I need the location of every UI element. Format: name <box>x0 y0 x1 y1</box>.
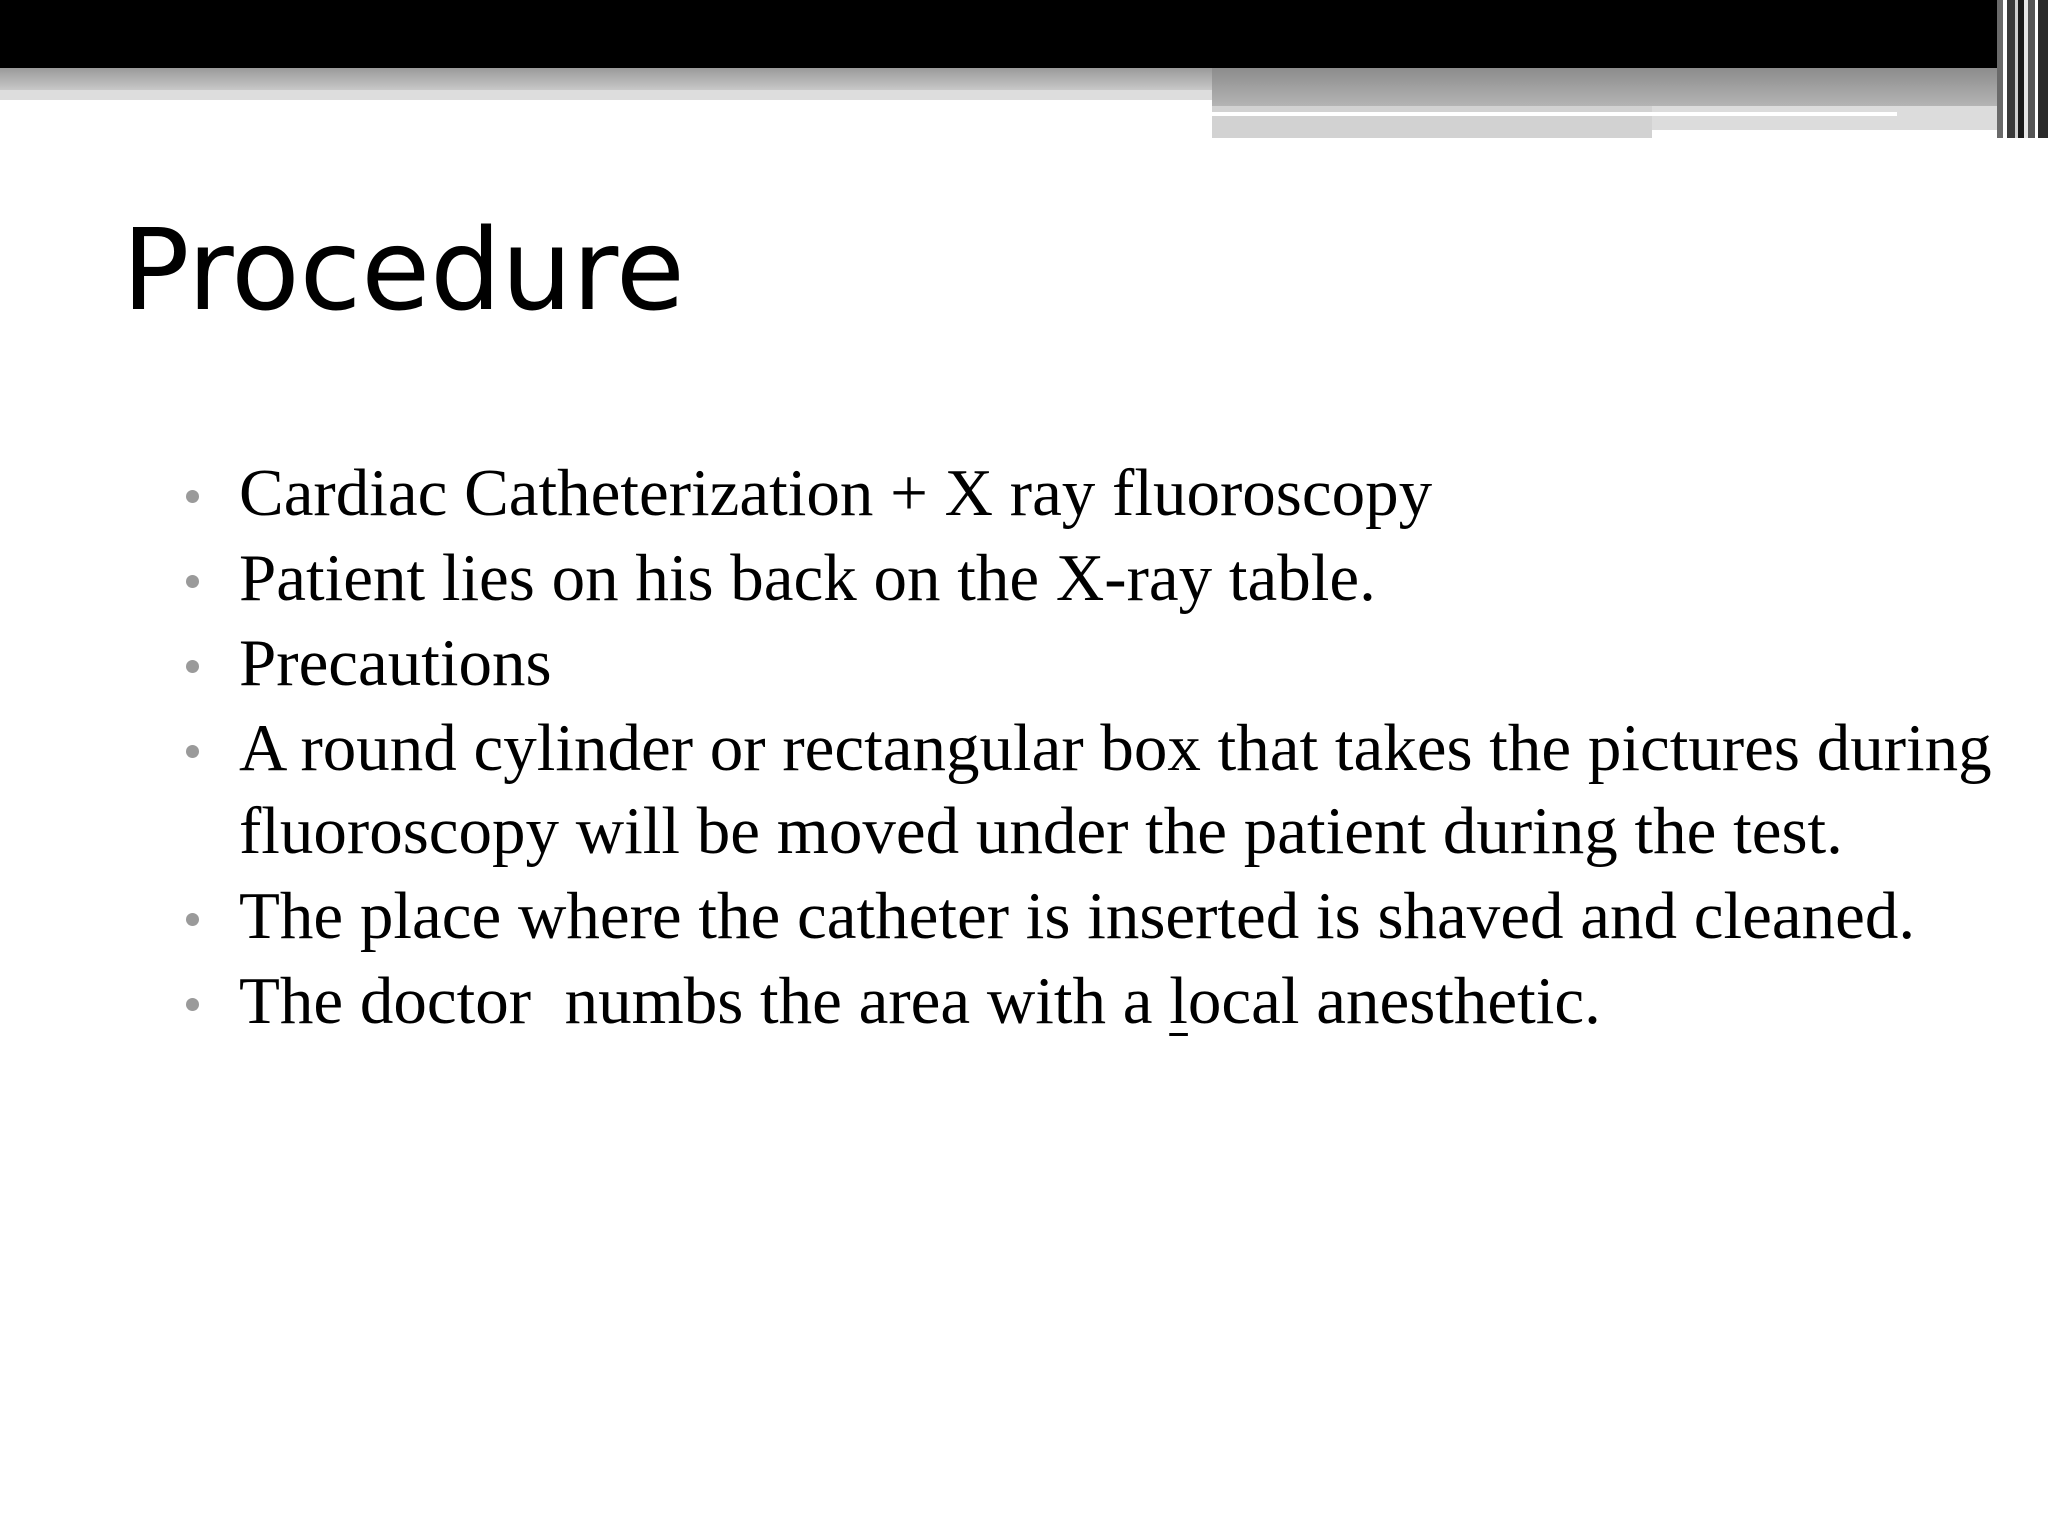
list-item <box>0 452 2009 535</box>
bullet-dot <box>186 745 199 758</box>
bullet-text-part: ocal anesthetic. <box>1187 964 1601 1038</box>
header-black-bar <box>0 0 2048 68</box>
bullet-text: The place where the catheter is inserted is shaved and cleaned. <box>239 879 1916 953</box>
header-grey-bar-step <box>1212 106 1652 138</box>
header-grey-bar-right <box>1212 68 1997 106</box>
header-grey-bar <box>0 68 1212 90</box>
bullet-text: Patient lies on his back on the X-ray table. <box>239 541 1376 615</box>
bullet-dot <box>186 490 199 503</box>
bullet-text: Cardiac Catheterization + X ray fluoroscopy <box>239 456 1433 530</box>
bullet-dot <box>186 913 199 926</box>
bullet-text: A round cylinder or rectangular box that takes the pictures during fluoroscopy will be moved under the patient during the test. <box>239 711 2009 868</box>
bullet-text-part: The doctor numbs the area with a <box>239 964 1170 1038</box>
list-item <box>0 707 2009 873</box>
header-grey-bar-step-right <box>1652 106 1997 130</box>
slide-title: Procedure <box>122 206 685 336</box>
list-item <box>0 622 2009 705</box>
header-white-line <box>1212 112 1897 116</box>
bullet-text <box>239 964 1601 1038</box>
bullet-dot <box>186 575 199 588</box>
bullet-dot <box>186 660 199 673</box>
bullet-text-underlined: l <box>1169 964 1188 1038</box>
header-stripes <box>1997 0 2048 138</box>
bullet-text: Precautions <box>239 626 552 700</box>
list-item <box>0 875 2009 958</box>
header-grey-bar-light <box>0 90 1212 100</box>
bullet-list <box>0 452 2048 1045</box>
bullet-dot <box>186 998 199 1011</box>
list-item <box>0 537 2009 620</box>
list-item <box>0 960 2009 1043</box>
